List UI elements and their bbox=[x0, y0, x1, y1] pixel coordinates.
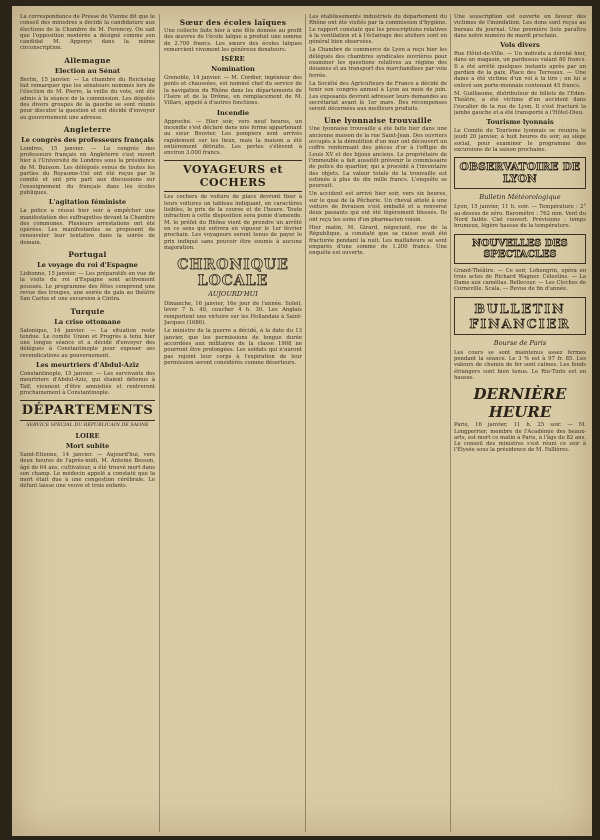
article-voyageurs: Les cochers de voiture de place devront fixer à leurs voitures un tableau indiquant, en caractères lisibles, le prix de la course et de l'heure. Toute infraction à cette disposition sera punie d'amende. M. le préfet du Rhône vient de prendre un arrêté en ce sens qui entrera en vigueur le 1er février prochain. Les voyageurs seront tenus de payer le prix indiqué sans pouvoir être soumis à aucune majoration. bbox=[164, 194, 302, 251]
article-divers: M. Guilliaume, distributeur de billets de l'Eden-Théâtre, a été victime d'un accident dans l'escalier de la rue de Lyon. Il s'est fracturé la jambe gauche et a été transporté à l'Hôtel-Dieu. bbox=[454, 90, 586, 116]
article-observatoire: Lyon, 15 janvier, 11 h. soir. — Température : 2° au-dessus de zéro. Baromètre : 762 mm. Vent du Nord faible. Ciel couvert. Prévisions : temps brumeux, légère hausse de la température. bbox=[454, 204, 586, 230]
derniere-heure-title: DERNIÈRE HEURE bbox=[473, 385, 567, 422]
article-aujourdhui: Dimanche, 16 janvier, 16e jour de l'année. Soleil, lever 7 h. 40, coucher 4 h. 30. Les Anglais remportent une victoire sur les Hollandais à Saint-Jacques (1686). bbox=[164, 301, 302, 327]
article-portugal: Lisbonne, 15 janvier. — Les préparatifs en vue de la visite du roi d'Espagne sont activement poussés. Le programme des fêtes comprend une revue des troupes, une soirée de gala au théâtre San Carlos et une excursion à Cintra. bbox=[20, 271, 155, 303]
aujourdhui-heading: AUJOURD'HUI bbox=[208, 290, 258, 299]
article-tourisme: Le Comité du Tourisme lyonnais se réunira le jeudi 20 janvier, à huit heures du soir, au siège social, pour examiner le programme des excursions de la saison prochaine. bbox=[454, 128, 586, 154]
observatoire-title: OBSERVATOIRE DE LYON bbox=[459, 161, 581, 186]
subheading-nomination: Nomination bbox=[211, 65, 255, 74]
article-chambre-commerce: La Chambre de commerce de Lyon a reçu hier les délégués des chambres syndicales ouvrières pour examiner les questions relatives au régime des douanes et au transport des marchandises par voie ferrée. bbox=[309, 47, 447, 79]
article-angleterre: Londres, 15 janvier. — Le congrès des professeurs français en Angleterre s'est ouvert hier à l'Université de Londres sous la présidence de M. Buisson. Les délégués venus de toutes les parties du Royaume-Uni ont été reçus par le comité et ont pris part aux discussions sur l'enseignement du français dans les écoles publiques. bbox=[20, 145, 155, 196]
article-agitation: La police a réussi hier soir à empêcher une manifestation des suffragettes devant la Chambre des communes. Plusieurs arrestations ont été opérées. Les manifestantes se proposent de renouveler leur tentative dans la soirée de demain. bbox=[20, 208, 155, 246]
subheading-loire: LOIRE bbox=[75, 431, 100, 440]
subheading-bourse: Bourse de Paris bbox=[493, 338, 547, 347]
article-isere: Grenoble, 14 janvier. — M. Cordier, ingénieur des ponts et chaussées, est nommé chef du service de la navigation du Rhône dans les départements de l'Isère et de la Drôme, en remplacement de M. Villars, appelé à d'autres fonctions. bbox=[164, 75, 302, 107]
subheading-congres: Le congrès des professeurs français bbox=[21, 135, 154, 144]
article-accident: Un accident est arrivé hier soir, vers six heures, sur le quai de la Pêcherie. Un cheval attelé à une voiture de livraison s'est emballé et a renversé deux passants qui ont été légèrement blessés. Ils ont reçu les soins d'un pharmacien voisin. bbox=[309, 191, 447, 223]
article-top: Les établissements industriels du département du Rhône ont été visités par la commission d'hygiène. Le rapport constate que les prescriptions relatives à la ventilation et à l'éclairage des ateliers sont en général bien observées. bbox=[309, 14, 447, 46]
observatoire-box bbox=[454, 157, 586, 189]
subheading-mort-subite: Mort subite bbox=[65, 441, 110, 450]
article-loire: Saint-Etienne, 14 janvier. — Aujourd'hui, vers deux heures de l'après-midi, M. Antoine Besson, âgé de 64 ans, cultivateur, a été trouvé mort dans son champ. Le médecin appelé a constaté que la mort était due à une congestion cérébrale. Le défunt laisse une veuve et trois enfants. bbox=[20, 451, 155, 490]
section-heading-turquie: Turquie bbox=[70, 306, 105, 316]
subheading-lyonnaise-trouvaille: Une lyonnaise trouvaille bbox=[324, 116, 432, 126]
article-derniere-heure: Paris, 16 janvier, 11 h. 25 soir. — M. Longperrier, membre de l'Académie des beaux-arts, est mort ce matin à Paris, à l'âge de 82 ans. Le conseil des ministres s'est réuni ce soir à l'Élysée sous la présidence de M. Fallières. bbox=[454, 422, 586, 454]
bulletin-financier-box bbox=[454, 297, 586, 335]
column-rule bbox=[450, 14, 451, 832]
spectacles-box bbox=[454, 234, 586, 264]
article-souscription: Une souscription est ouverte en faveur des victimes de l'inondation. Les dons sont reçus au bureau du journal. Une première liste paraîtra dans notre numéro de mardi prochain. bbox=[454, 14, 586, 39]
article-chronique: Le ministre de la guerre a décidé, à la date du 13 janvier, que les permissions de longue durée accordées aux militaires de la classe 1908 ne pourront être prolongées. Les soldats qui n'auront pas rejoint leur corps à l'expiration de leur permission seront considérés comme déserteurs. bbox=[164, 328, 302, 366]
subheading-crise: La crise ottomane bbox=[54, 317, 121, 326]
section-heading-portugal: Portugal bbox=[68, 250, 107, 260]
article-vol: Hier matin, M. Girard, négociant, rue de la République, a constaté que sa caisse avait été fracturée pendant la nuit. Les malfaiteurs se sont emparés d'une somme de 1.200 francs. Une enquête est ouverte. bbox=[309, 224, 447, 257]
subheading-abdul-aziz: Les meurtriers d'Abdul-Aziz bbox=[35, 360, 140, 369]
departements-subtitle: SERVICE SPÉCIAL DU RÉPUBLICAIN DE SAONE bbox=[26, 423, 149, 429]
column-rule bbox=[305, 14, 306, 832]
article-abdul-aziz: Constantinople, 15 janvier. — Les survivants des meurtriers d'Abdul-Aziz, qui étaient détenus à Taïf, viennent d'être amnistiés et rentreront prochainement à Constantinople. bbox=[20, 370, 155, 396]
article-turquie: Salonique, 14 janvier. — La situation reste tendue. Le comité Union et Progrès a tenu hier une longue séance et a décidé d'envoyer des délégués à Constantinople pour exposer ses revendications au gouvernement. bbox=[20, 327, 155, 359]
subheading-bulletin-meteo: Bulletin Météorologique bbox=[479, 193, 561, 202]
subheading-incendie: Incendie bbox=[216, 108, 250, 117]
column-2 bbox=[164, 14, 302, 832]
chronique-locale-title: CHRONIQUE LOCALE bbox=[177, 257, 289, 290]
subheading-isere: ISÈRE bbox=[221, 55, 245, 64]
section-heading-angleterre: Angleterre bbox=[63, 124, 112, 134]
article-vols-divers: Rue Hôtel-de-Ville. — Un individu a dérobé hier, dans un magasin, un pardessus valant 80 francs. Il a été arrêté quelques instants après par un gardien de la paix. Place des Terreaux. — Une dame a été victime d'un vol à la tire ; on lui a enlevé son porte-monnaie contenant 45 francs. bbox=[454, 51, 586, 89]
subheading-tourisme: Tourisme lyonnais bbox=[486, 118, 554, 127]
article-incendie: Approche. — Hier soir, vers neuf heures, un incendie s'est déclaré dans une ferme appartenant au sieur Bouvier. Les pompiers sont arrivés rapidement sur les lieux, mais la maison a été entièrement détruite. Les pertes s'élèvent à environ 3.000 francs. bbox=[164, 118, 302, 157]
banner-departements: DÉPARTEMENTS bbox=[20, 400, 155, 421]
intro-text: La correspondance de Presse de Vienne dit que le conseil des ministres a décidé la candidature aux élections de la Chambre de M. Ferenczy. On sait que l'opposition modérée a désigné comme son candidat M. Apponyi dans la même circonscription. bbox=[20, 14, 155, 52]
newspaper-page bbox=[12, 6, 592, 836]
section-heading-allemagne: Allemagne bbox=[64, 55, 111, 65]
bulletin-financier-title: BULLETIN FINANCIER bbox=[469, 300, 571, 331]
article-societe-agriculteurs: La Société des Agriculteurs de France a décidé de tenir son congrès annuel à Lyon au mois de juin. Les exposants devront adresser leurs demandes au secrétariat avant le 1er mars. Des récompenses seront décernées aux meilleurs produits. bbox=[309, 80, 447, 113]
spectacles-title: NOUVELLES DES SPECTACLES bbox=[472, 237, 568, 260]
column-1 bbox=[20, 14, 155, 832]
subheading-voyage: Le voyage du roi d'Espagne bbox=[37, 261, 138, 270]
subheading-election: Election au Sénat bbox=[54, 66, 121, 75]
article-soeurs: Une collecte faite hier à une fête donnée au profit des œuvres de l'école laïque a produit une somme de 2.700 francs. Les sœurs des écoles laïques remercient vivement les généreux donateurs. bbox=[164, 28, 302, 53]
subheading-vols-divers: Vols divers bbox=[500, 41, 540, 50]
section-heading-soeurs: Sœur des écoles laïques bbox=[179, 18, 287, 27]
article-allemagne: Berlin, 15 janvier. — La chambre du Reichstag fait remarquer que les sénateurs nommés lors de l'élection de M. Pierre, la veille du vote, ont été admis à la séance de la commission. Les députés des divers groupes de la gauche se sont réunis pour discuter la question et ont décidé d'envoyer au gouvernement une adresse. bbox=[20, 76, 155, 121]
column-4 bbox=[454, 14, 586, 832]
subheading-agitation: L'agitation féministe bbox=[48, 198, 127, 207]
column-rule bbox=[159, 14, 160, 832]
article-lyonnaise-trouvaille: Une lyonnaise trouvaille a été faite hier dans une ancienne maison de la rue Saint-Jean. Des ouvriers occupés à la démolition d'un mur ont découvert un coffre renfermant des pièces d'or à l'effigie de Louis XV et des bijoux anciens. Le propriétaire de l'immeuble a fait aussitôt prévenir le commissaire de police du quartier, qui a procédé à l'inventaire des objets. La valeur totale de la trouvaille est estimée à plus de dix mille francs. L'enquête se poursuit. bbox=[309, 126, 447, 190]
column-3 bbox=[309, 14, 447, 832]
article-bourse: Les cours se sont maintenus assez fermes pendant la séance. Le 3 % est à 97 fr. 85. Les valeurs de chemin de fer sont calmes. Les fonds étrangers sont bien tenus. Le Rio-Tinto est en hausse. bbox=[454, 349, 586, 381]
banner-voyageurs: VOYAGEURS et COCHERS bbox=[164, 160, 302, 192]
article-spectacles: Grand-Théâtre. — Ce soir, Lohengrin, opéra en trois actes de Richard Wagner. Célestins. — La Dame aux camélias. Bellecour. — Les Cloches de Corneville. Scala. — Revue de fin d'année. bbox=[454, 267, 586, 293]
